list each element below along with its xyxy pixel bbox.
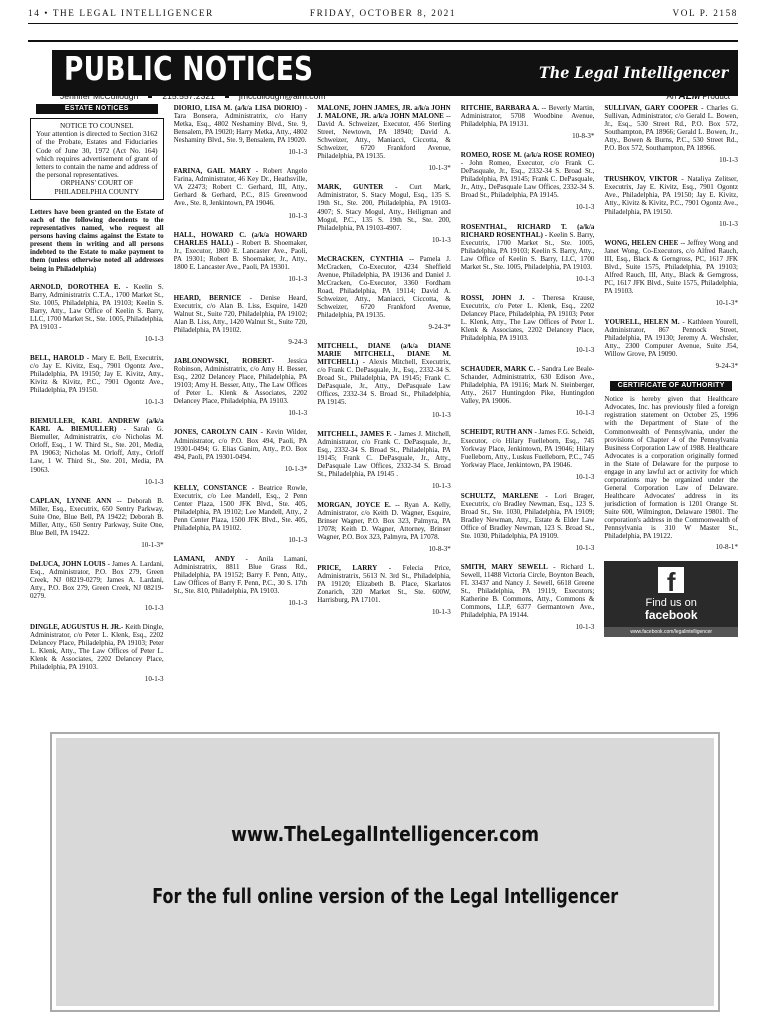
entry-body: - Keith Dingle, Administrator, c/o Peter L. Klenk, Esq., 2202 Delancey Place, Philadelphia, PA 19103; Peter L. Klenk, Atty., The Law Offices of Peter L. Klenk & Associates, 2202 Delancey Place, Philadelphia, PA 19103. (30, 623, 164, 672)
estate-entry (174, 555, 308, 607)
entry-body: - Denise Heard, Executrix, c/o Alan B. Liss, Esquire, 1420 Walnut St., Suite 720, Philadelphia, PA 19102; Alan B. Liss, Atty., 1420 Walnut St., Suite 720, Philadelphia, PA 19102. (173, 293, 308, 335)
page-number-label: 14 • THE LEGAL INTELLIGENCER (28, 8, 214, 18)
decedent-name: SMITH, MARY SEWELL (460, 563, 548, 572)
estate-entry (461, 365, 595, 417)
decedent-name: SCHEIDT, RUTH ANN (460, 428, 533, 437)
entry-date: 10-1-3 (575, 346, 595, 355)
entry-body: - Mary E. Bell, Executrix, c/o Jay E. Kivitz, Esq., 7901 Ogontz Ave., Philadelphia, PA 19150; Jay E. Kivitz, Atty., Kivitz & Kivitz, P.C., 7901 Ogontz Ave., Philadelphia, PA 19150. (30, 353, 164, 395)
entry-body: - Charles G. Sullivan, Administrator, c/o Gerald L. Bowen, Jr., Esq., 530 Street Rd., P.O. Box 572, Southampton, PA 18966; Gerald L. Bowen, Jr., Atty., Bowen & Burns, P.C., 530 Street Rd., P.O. Box 572, Southampton, PA 18966. (604, 104, 738, 153)
entry-date: 10-1-3 (575, 203, 595, 212)
facebook-url[interactable]: www.facebook.com/legalintelligencer (604, 627, 738, 637)
decedent-name: MARK, GUNTER (317, 183, 384, 192)
entry-date: 10-1-3 (575, 623, 595, 632)
entry-body: - James J. Mitchell, Administrator, c/o Frank C. DePasquale, Jr., Esq., 2332-34 S. Broad St., Philadelphia, PA 19145; Frank C. DePasquale, Jr., Atty., DePasquale Law Offices, 2332-34 S. Broad St., Philadelphia, PA 19145 . (317, 429, 451, 478)
estate-entry (30, 560, 164, 612)
estate-intro: Letters have been granted on the Estate of each of the following decedents to the representatives named, who request all persons having claims against the Estate to present them in writing and all persons indebted to the Estate to make payment to them (unless otherwise noted all addresses being in Philadelphia) (30, 207, 164, 273)
entry-body: - Curt Mark, Administrator, S. Stacy Mogul, Esq., 135 S. 19th St., Ste. 200, Philadelphia, PA 19103-4907; S. Stacy Mogul, Atty., Heiligman and Mogul, P.C., 135 S. 19th St., Ste. 200, Philadelphia, PA 19103-4907. (317, 183, 451, 232)
entry-date: 9-24-3 (288, 338, 308, 347)
estate-entry (174, 294, 308, 346)
estate-entry (461, 294, 595, 354)
decedent-name: TRUSHKOV, VIKTOR (604, 175, 678, 184)
notice-box-heading: NOTICE TO COUNSEL (60, 121, 134, 131)
entry-date: 10-1-3 (288, 535, 308, 544)
entry-date: 9-24-3* (715, 362, 738, 371)
alm-logo: ALM (678, 90, 701, 102)
decedent-name: CAPLAN, LYNNE ANN (30, 496, 112, 505)
decedent-name: MALONE, JOHN JAMES, JR. a/k/a JOHN J. MALONE, JR. a/k/a JOHN MALONE (317, 104, 451, 121)
decedent-name: DIORIO, LISA M. (a/k/a LISA DiORIO) (173, 104, 303, 112)
entry-body: - James F.G. Scheidt, Executor, c/o Hilary Fuelleborn, Esq., 745 Yorkway Place, Jenkintown, PA 19046; Hilary Fuelleborn, Atty., Luskus Fuelleborn, P.C., 745 Yorkway Place, Jenkintown, PA 19046. (460, 428, 595, 469)
contact-email[interactable]: jmccullough@alm.com (238, 91, 326, 101)
decedent-name: RITCHIE, BARBARA A. (460, 104, 539, 112)
entry-date: 10-1-3 (144, 675, 164, 684)
estate-entry (30, 497, 164, 549)
ad-tagline: For the full online version of the Legal Intelligencer (152, 884, 618, 908)
decedent-name: ARNOLD, DOROTHEA E. (30, 282, 121, 291)
entry-body: - Robert B. Shoemaker, Jr., Executor, 1800 E. Lancaster Ave., Paoli, PA 19301; Robert B. Shoemaker, Jr., Atty., 1800 E. Lancaster Ave., Paoli, PA 19301. (173, 238, 308, 271)
notice-box-body: Your attention is directed to Section 3162 of the Probate, Estates and Fiduciaries Code of June 30, 1972 (Act No. 164) which requires advertisement of grant of letters to contain the name and address of the personal representatives. (36, 129, 158, 180)
entry-body: -- Deborah B. Miller, Esq., Executrix, 650 Sentry Parkway, Suite One, Blue Bell, PA 19422; Deborah B. Miller, Atty., 650 Sentry Parkway, Suite One, Blue Bell, PA 19422. (30, 496, 164, 537)
entry-date: 10-1-3 (431, 410, 451, 419)
estate-entry (30, 354, 164, 406)
estate-entry (604, 318, 738, 370)
estate-entry (604, 239, 738, 307)
certificate-label: CERTIFICATE OF AUTHORITY (610, 381, 732, 391)
estate-entry (30, 417, 164, 485)
entry-body: -- Jeffrey Wong and Janet Wong, Co-Executors, c/o Alfred Rauch, III, Esq., Black & Gerngross, PC, 1617 JFK Blvd., Suite 1575, Philadelphia, PA 19103; Alfred Rauch, III, Atty., Black & Gerngross, PC, 1617 JFK Blvd., Suite 1575, Philadelphia, PA 19103. (604, 238, 738, 295)
facebook-line1: Find us on (645, 597, 697, 610)
estate-entry (317, 255, 451, 331)
entry-date: 10-1-3 (719, 156, 738, 165)
decedent-name: SCHULTZ, MARLENE (460, 491, 539, 500)
entry-date: 9-24-3* (428, 323, 451, 332)
decedent-name: JABLONOWSKI, ROBERT (173, 357, 272, 366)
entry-body: - James A. Lardani, Esq., Administrator, P.O. Box 279, Green Creek, NJ 08219-0279; James A. Lardani, Atty., P.O. Box 279, Green Creek, NJ 08219-0279. (30, 559, 164, 601)
decedent-name: ROSENTHAL, RICHARD T. (a/k/a RICHARD ROSENTHAL) (460, 222, 595, 239)
entry-date: 10-1-3 (575, 274, 595, 283)
contact-name: Jennifer McCullough (60, 91, 139, 101)
estate-entry (461, 223, 595, 283)
entry-body: - Kathleen Yourell, Administrator, 867 Pennock Street, Philadelphia, PA 19130; Jeremy A. Wechsler, Atty., 2300 Computer Avenue, Suite J54, Willow Grove, PA 19090. (604, 317, 738, 359)
decedent-name: WONG, HELEN CHEE (604, 238, 679, 247)
estate-entry (317, 104, 451, 172)
decedent-name: FARINA, GAIL MARY (173, 167, 252, 176)
alm-suffix: Product (702, 91, 730, 101)
entry-body: -- Pamela J. McCracken, Co-Executor, 4234 Sheffield Avenue, Philadelphia, PA 19136 and Daniel J. McCracken, Co-Executor, 3360 Fordham Road, Philadelphia, PA 19114; David A. Schweizer, Atty., Maniacci, Ciccotta, & Schweizer, 6720 Frankford Avenue, Philadelphia, PA 19135. (317, 254, 451, 320)
entry-body: - Tara Bonsera, Administratrix, c/o Harry Metka, Esq., 4802 Neshaminy Blvd., Ste. 9, Bensalem, PA 19020; Harry Metka, Atty., 4802 Neshaminy Blvd., Ste. 9, Bensalem, PA 19020. (173, 104, 308, 145)
notice-column-4 (461, 104, 595, 724)
estate-entry (604, 175, 738, 227)
alm-prefix: An (666, 91, 677, 101)
entry-date: 10-1-3 (575, 472, 595, 481)
notice-column-5 (604, 104, 738, 724)
notice-column-2 (174, 104, 308, 724)
estate-entry (30, 283, 164, 343)
decedent-name: HEARD, BERNICE (173, 293, 242, 302)
entry-date: 10-1-3 (144, 604, 164, 613)
brand-logo: The Legal Intelligencer (538, 63, 728, 82)
decedent-name: JONES, CAROLYN CAIN (173, 428, 258, 437)
entry-body: -- Ryan A. Kelly, Administrator, c/o Keith D. Wagner, Esquire, Brinser Wagner, P.O. Box 323, Palmyra, PA 17078; Keith D. Wagner, Attorney, Brinser Wagner, P.O. Box 323, Palmyra, PA 17078. (317, 500, 451, 542)
estate-entry (461, 428, 595, 480)
estate-entry (174, 428, 308, 472)
contact-phone: 215.557.2321 (162, 91, 215, 101)
entry-body: - Felecia Price, Administratrix, 5613 N. 3rd St., Philadelphia, PA 19120; Elizabeth B. Place, Skarlatos Zonarich, 320 Market St., Ste. 600W, Harrisburg, PA 17101. (317, 564, 451, 605)
entry-date: 10-1-3 (575, 409, 595, 418)
entry-date: 10-1-3 (288, 211, 308, 220)
estate-entry (461, 104, 595, 140)
certificate-date: 10-8-1* (715, 543, 738, 552)
entry-body: - Alexis Mitchell, Executrix, c/o Frank C. DePasquale, Jr., Esq., 2332-34 S. Broad St., Philadelphia, PA 19145; Frank C. DePasquale, Jr., Atty., DePasquale Law Offices, 2332-34 S. Broad St., Philadelphia, PA 19145. (317, 358, 451, 407)
estate-entry (604, 104, 738, 164)
decedent-name: SCHAUDER, MARK C. (460, 365, 536, 374)
facebook-icon: f (658, 567, 684, 593)
entry-body: - Keelin S. Barry, Executrix, 1700 Market St., Ste. 1005, Philadelphia, PA 19103; Keelin S. Barry, Atty., Law Office of Keelin S. Barry, LLC, 1700 Market St., Ste. 1005, Philadelphia, PA 19103. (460, 230, 595, 271)
decedent-name: ROMEO, ROSE M. (a/k/a ROSE ROMEO) (460, 151, 595, 160)
entry-date: 10-1-3* (428, 164, 451, 173)
entry-body: - Keelin S. Barry, Administratrix C.T.A., 1700 Market St., Ste. 1005, Philadelphia, PA 19103; Keelin S. Barry, Atty., Law Office of Keelin S. Barry, LLC, 1700 Market St., Ste. 1005, Philadelphia, PA 19103 - (30, 282, 164, 331)
entry-date: 10-1-3 (431, 235, 451, 244)
estate-entry (317, 430, 451, 490)
entry-body: - Kevin Wilder, Administrator, c/o P.O. Box 494, Paoli, PA 19301-0494; G. Elias Ganim, Atty., P.O. Box 494, Paoli, PA 19301-0494. (173, 428, 308, 461)
entry-body: - Anila Lamani, Administratrix, 8811 Blue Grass Rd., Philadelphia, PA 19152; Barry F. Penn, Atty., Law Offices of Barry F. Penn, P.C., 30 S. 17th St., Ste. 810, Philadelphia, PA 19103. (173, 555, 308, 596)
entry-body: -- David A. Schweizer, Executor, 456 Sterling Street, Newtown, PA 18940; David A. Schweizer, Atty., Maniacci, Ciccotta, & Schweizer, 6720 Frankford Avenue, Philadelphia, PA 19135. (317, 112, 451, 161)
entry-date: 10-1-3 (288, 409, 308, 418)
facebook-promo[interactable] (604, 561, 738, 637)
decedent-name: HALL, HOWARD C. (a/k/a HOWARD CHARLES HALL) (173, 230, 308, 247)
entry-date: 10-1-3 (144, 334, 164, 343)
notice-column-1 (30, 104, 164, 724)
entry-body: - Nataliya Zelitser, Executrix, Jay E. Kivitz, Esq., 7901 Ogontz Ave., Philadelphia, PA 19150; Jay E. Kivitz, Atty., Kivitz & Kivitz, P.C., 7901 Ogontz Ave., Philadelphia, PA 19150. (604, 175, 738, 216)
entry-date: 10-1-3 (144, 398, 164, 407)
estate-entry (174, 104, 308, 156)
estate-entry (317, 564, 451, 616)
entry-body: - Robert Angelo Farina, Administrator, 46 Key Dr., Heathsville, VA 22473; Robert C. Gerhard, III, Atty., Gerhard & Gerhard, P.C., 815 Greenwood Ave., Ste. 8, Jenkintown, PA 19046. (173, 167, 308, 208)
decedent-name: LAMANI, ANDY (173, 555, 236, 564)
decedent-name: PRICE, LARRY (317, 564, 378, 573)
entry-body: - Lori Brager, Executrix, c/o Bradley Newman, Esq., 123 S. Broad St., Ste. 1030, Philadelphia, PA 19109; Bradley Newman, Atty., Estate & Elder Law Office of Bradley Newman, 123 S. Broad St., Ste. 1030, Philadelphia, PA 19109. (460, 491, 595, 540)
decedent-name: MITCHELL, DIANE (a/k/a DIANE MARIE MITCHELL, DIANE M. MITCHELL) (317, 342, 451, 367)
estate-entry (461, 563, 595, 631)
entry-body: - Beatrice Rowle, Executrix, c/o Lee Mandell, Esq., 2 Penn Center Plaza, 1500 JFK Blvd., Ste. 405, Philadelphia, PA 19102; Lee Mandell, Atty., 2 Penn Center Plaza, 1500 JFK Blvd., Ste. 405, Philadelphia, PA 19102. (173, 483, 308, 532)
decedent-name: KELLY, CONSTANCE (173, 483, 248, 492)
entry-date: 10-1-3* (284, 464, 308, 473)
notice-column-3 (317, 104, 451, 724)
certificate-body: Notice is hereby given that Healthcare Advocates, Inc. has previously filed a foreign registration statement on October 25, 1996 with the Department of State of the Commonwealth of Pennsylvania, under the provisions of Chapter 4 of the Pennsylvania Business Corporation Law of 1988. Healthcare Advocates is a corporation originally formed in the State of Delaware for the purpose to engage in any lawful act or activity for which corporations may be organized under the General Corporation Law of Delaware. Healthcare Advocates' address in its jurisdiction of formation is 1201 Orange St. Suite 600, Wilmington, Delaware 19801. The corporation's address in the Commonwealth of Pennsylvania is 310 W Master St., Philadelphia, PA 19122. (604, 395, 738, 541)
estate-entry (317, 183, 451, 243)
contact-bar (60, 90, 730, 102)
estate-entry (174, 231, 308, 283)
issue-date: FRIDAY, OCTOBER 8, 2021 (309, 8, 457, 18)
website-ad[interactable] (56, 738, 714, 1006)
estate-entry (317, 501, 451, 553)
decedent-name: ROSSI, JOHN J. (460, 293, 525, 302)
entry-date: 10-1-3 (144, 477, 164, 486)
decedent-name: YOURELL, HELEN M. (604, 317, 680, 326)
entry-date: 10-1-3 (719, 219, 738, 228)
entry-date: 10-1-3 (431, 481, 451, 490)
header-rule (28, 23, 738, 24)
entry-date: 10-1-3 (575, 544, 595, 553)
estate-entry (30, 623, 164, 683)
decedent-name: BELL, HAROLD (30, 353, 85, 362)
notice-to-counsel-box (30, 118, 164, 200)
volume-page: VOL P. 2158 (672, 8, 738, 18)
decedent-name: DeLUCA, JOHN LOUIS (30, 559, 106, 568)
entry-date: 10-1-3 (431, 608, 451, 617)
estate-entry (174, 484, 308, 544)
notices-columns (30, 104, 738, 724)
estate-entry (174, 167, 308, 219)
page-header (28, 8, 738, 22)
section-title: PUBLIC NOTICES (64, 49, 314, 88)
entry-date: 10-1-3* (141, 540, 164, 549)
decedent-name: SULLIVAN, GARY COOPER (604, 104, 699, 112)
entry-body: -- Beverly Martin, Administrator, 5708 Woodbine Avenue, Philadelphia, PA 19131. (460, 104, 595, 129)
entry-date: 10-1-3 (288, 274, 308, 283)
entry-body: - Theresa Krause, Executrix, c/o Peter L. Klenk, Esq., 2202 Delancey Place, Philadelphia, PA 19103; Peter L. Klenk, Atty., The Law Offices of Peter L. Klenk & Associates, 2202 Delancey Place, Philadelphia, PA 19103. (460, 293, 595, 343)
estate-entry (461, 151, 595, 211)
decedent-name: MITCHELL, JAMES F. (317, 429, 392, 438)
alm-product-label (666, 91, 730, 102)
decedent-name: MORGAN, JOYCE E. (317, 500, 391, 509)
entry-body: - Jessica Robinson, Administratrix, c/o Amy H. Besser, Esq., 2202 Delancey Place, Philadelphia, PA 19103; Amy H. Besser, Atty., The Law Offices of Peter L. Klenk & Associates, 2202 Delancey Place, Philadelphia, PA 19103. (173, 357, 308, 406)
column-5-entries (604, 104, 738, 370)
notice-box-footer: ORPHANS' COURT OF PHILADELPHIA COUNTY (54, 178, 140, 196)
entry-body: - Sandra Lee Beale-Schauder, Administratrix, 630 Edison Ave., Philadelphia, PA 19116; Mark N. Steinberger, Atty., 2617 Huntingdon Pike, Huntingdon Valley, PA 19006. (460, 365, 595, 406)
ad-url[interactable]: www.TheLegalIntelligencer.com (231, 822, 539, 846)
entry-date: 10-1-3* (715, 298, 738, 307)
header-rule-thick (28, 40, 738, 42)
bullet-icon (225, 94, 229, 98)
decedent-name: DINGLE, AUGUSTUS H. JR. (30, 623, 121, 632)
facebook-line2: facebook (644, 608, 698, 623)
estate-entry (174, 357, 308, 417)
bullet-icon (148, 94, 152, 98)
entry-body: - Richard L. Sewell, 11488 Victoria Circle, Boynton Beach, FL 33437 and Nancy J. Sewell, 6618 Greene St., Philadelphia, PA 19119, Executors; Katherine B. Commons, Atty., Commons & Commons, LLP, 6377 Germantown Ave., Philadelphia, PA 19144. (460, 563, 595, 620)
estate-entry (461, 492, 595, 552)
entry-date: 10-8-3* (572, 132, 595, 141)
estate-notices-label: ESTATE NOTICES (36, 104, 158, 114)
entry-date: 10-8-3* (428, 545, 451, 554)
decedent-name: BIEMULLER, KARL ANDREW (a/k/a KARL A. BIEMULLER) (30, 417, 164, 434)
estate-entry (317, 342, 451, 418)
entry-date: 10-1-3 (288, 148, 308, 157)
entry-date: 10-1-3 (288, 599, 308, 608)
entry-body: - John Romeo, Executor, c/o Frank C. DePasquale, Jr., Esq., 2332-34 S. Broad St., Philadelphia, PA 19145; Frank C. DePasquale, Jr., Atty., DePasquale Law Offices, 2332-34 S. Broad St., Philadelphia, PA 19145. (460, 159, 595, 200)
entry-body: - Sarah G. Biemuller, Administratrix, c/o Nicholas M. Orloff, Esq., 1 W. Third St., Ste. 201, Media, PA 19063; Nicholas M. Orloff, Atty., Orloff Law, 1 W. Third St., Ste. 201, Media, PA 19063. (30, 425, 164, 474)
decedent-name: McCRACKEN, CYNTHIA (317, 254, 404, 263)
